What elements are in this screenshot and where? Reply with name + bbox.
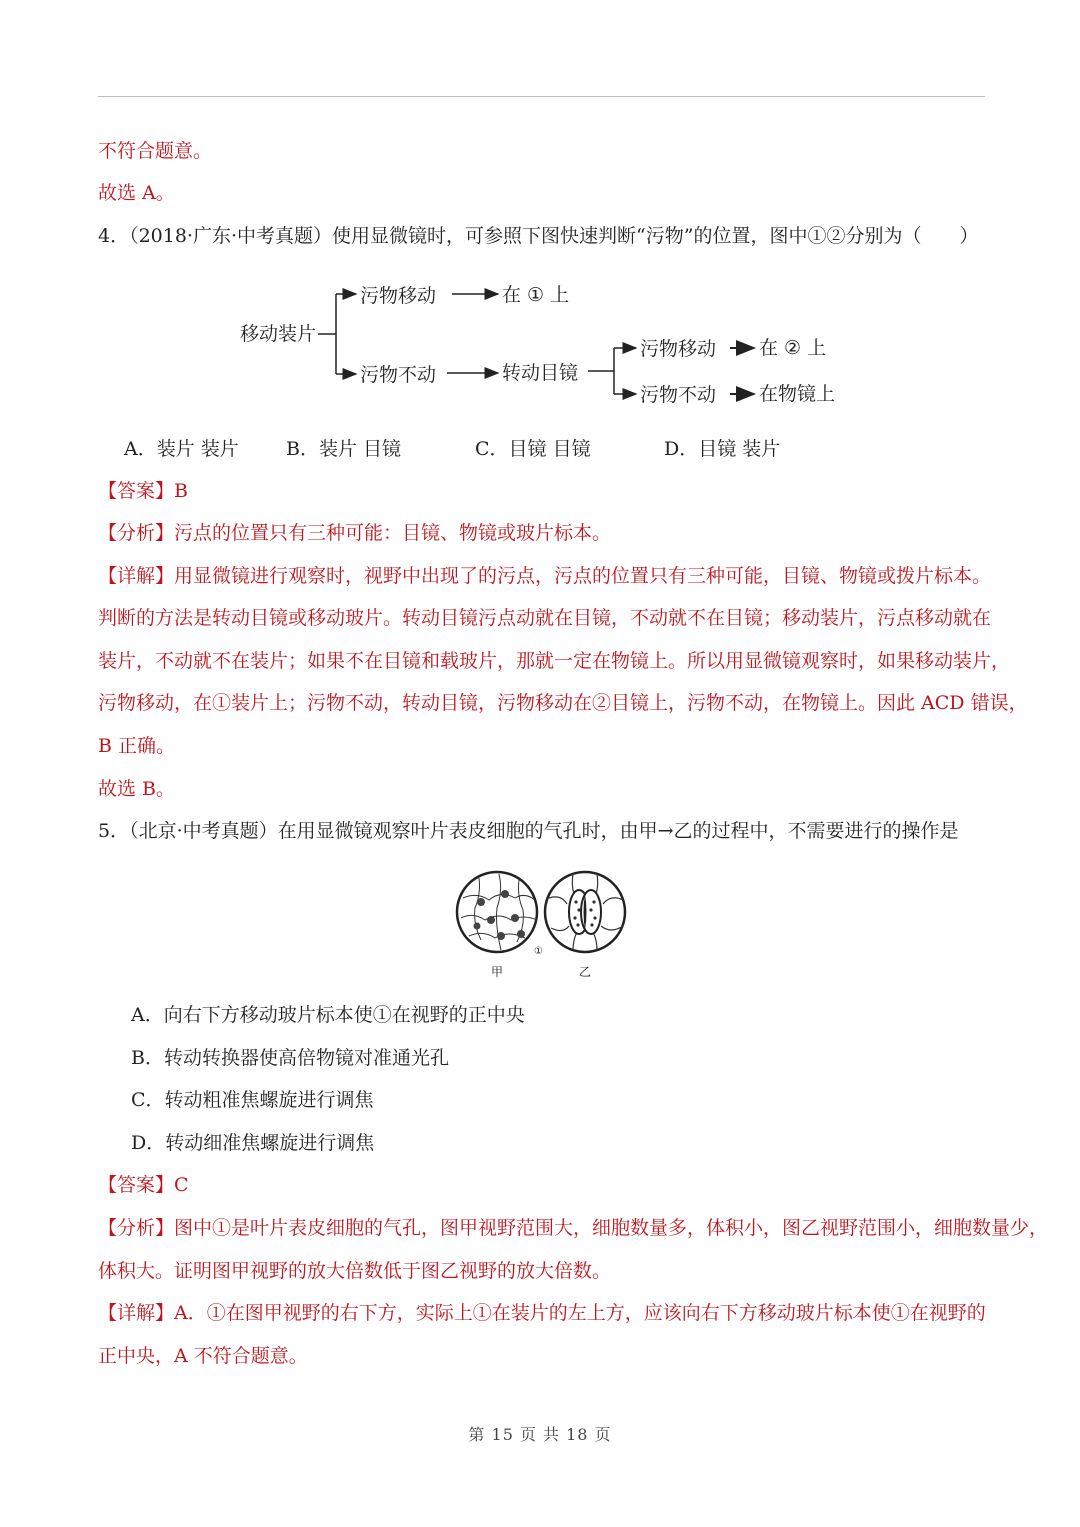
q4-detail: 判断的方法是转动目镜或移动玻片。转动目镜污点动就在目镜，不动就不在目镜；移动装片，污点移动就在 — [98, 607, 992, 629]
q4-option-b: B．装片 目镜 — [286, 438, 402, 460]
page-footer: 第 15 页 共 18 页 — [468, 1425, 612, 1444]
diagram-move-slide: 移动装片 — [240, 323, 317, 345]
view-jia — [457, 872, 537, 952]
header-rule — [98, 96, 985, 97]
diagram-on-1: 在 ① 上 — [502, 284, 570, 306]
diagram-dirt-still: 污物不动 — [360, 364, 437, 386]
q4-detail: 装片，不动就不在装片；如果不在目镜和载玻片，那就一定在物镜上。所以用显微镜观察时，如果移动装片， — [98, 650, 1011, 672]
q5-option-a: A．向右下方移动玻片标本使①在视野的正中央 — [131, 1004, 525, 1026]
stomata-marker: ① — [534, 946, 543, 957]
q4-option-d: D．目镜 装片 — [664, 438, 781, 460]
diagram-turn-eyepiece: 转动目镜 — [502, 362, 579, 384]
view-yi — [545, 872, 625, 952]
diagram-on-objective: 在物镜上 — [759, 383, 836, 405]
q5-option-c: C．转动粗准焦螺旋进行调焦 — [131, 1089, 374, 1111]
q5-detail: 【详解】A．①在图甲视野的右下方，实际上①在装片的左上方，应该向右下方移动玻片标本使①在视野的 — [98, 1302, 986, 1324]
cell-figure — [455, 868, 635, 983]
q5-option-b: B．转动转换器使高倍物镜对准通光孔 — [131, 1047, 449, 1069]
q5-option-d: D．转动细准焦螺旋进行调焦 — [131, 1132, 375, 1154]
label-yi: 乙 — [578, 965, 592, 979]
question-5: 5．（北京·中考真题）在用显微镜观察叶片表皮细胞的气孔时，由甲→乙的过程中，不需要进行的操作是 — [98, 820, 959, 842]
diagram-dirt-moves: 污物移动 — [360, 285, 437, 307]
q4-option-c: C．目镜 目镜 — [475, 438, 591, 460]
text-line: 故选 A。 — [98, 182, 175, 204]
q4-detail: 污物移动，在①装片上；污物不动，转动目镜，污物移动在②目镜上，污物不动，在物镜上。因此 ACD 错误， — [98, 692, 1028, 714]
q4-answer: 【答案】B — [98, 480, 188, 502]
q4-detail: 【详解】用显微镜进行观察时，视野中出现了的污点，污点的位置只有三种可能，目镜、物镜或拨片标本。 — [98, 565, 992, 587]
diagram-dirt-still-2: 污物不动 — [640, 384, 717, 406]
q4-option-a: A．装片 装片 — [124, 438, 239, 460]
diagram-dirt-moves-2: 污物移动 — [640, 338, 717, 360]
q5-analysis: 体积大。证明图甲视野的放大倍数低于图乙视野的放大倍数。 — [98, 1260, 612, 1282]
question-4: 4．（2018·广东·中考真题）使用显微镜时，可参照下图快速判断“污物”的位置，图中①②分别为（ ） — [98, 225, 979, 247]
q5-analysis: 【分析】图中①是叶片表皮细胞的气孔，图甲视野范围大，细胞数量多，体积小，图乙视野范围小，细胞数量少， — [98, 1217, 1049, 1239]
diagram-on-2: 在 ② 上 — [759, 337, 827, 359]
q5-detail: 正中央，A 不符合题意。 — [98, 1345, 308, 1367]
label-jia: 甲 — [490, 965, 504, 979]
q4-detail: B 正确。 — [98, 735, 176, 757]
flow-diagram — [232, 272, 852, 412]
q4-choice: 故选 B。 — [98, 778, 176, 800]
q5-answer: 【答案】C — [98, 1174, 189, 1196]
text-line: 不符合题意。 — [98, 140, 213, 162]
q4-analysis: 【分析】污点的位置只有三种可能：目镜、物镜或玻片标本。 — [98, 522, 612, 544]
